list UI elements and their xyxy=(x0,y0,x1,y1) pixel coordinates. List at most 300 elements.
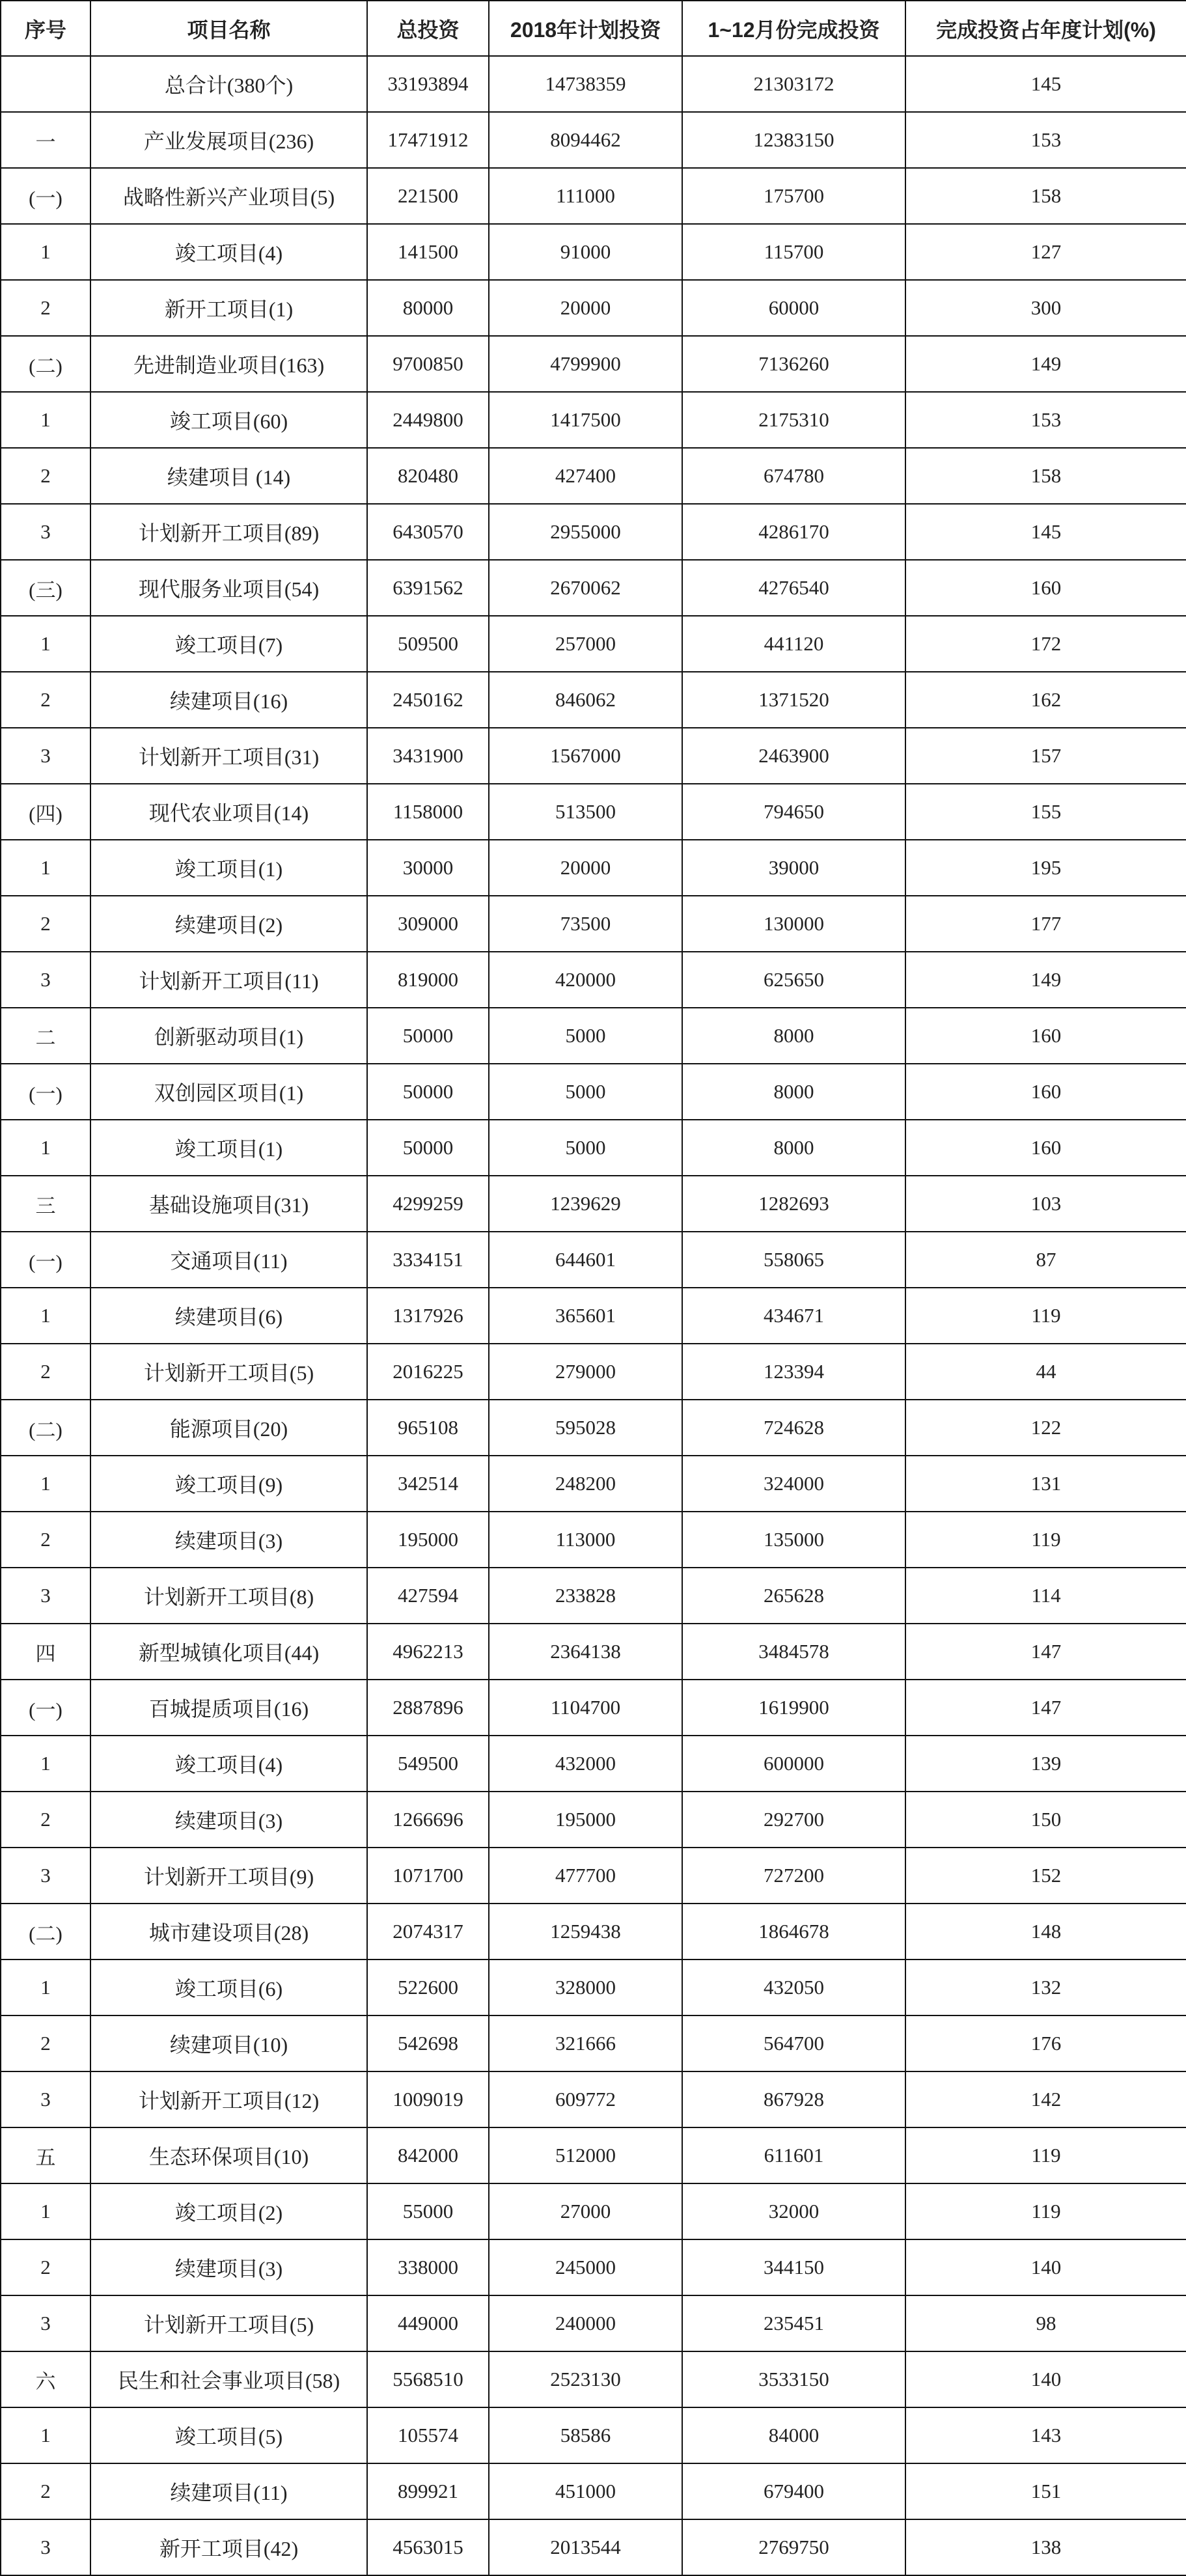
table-row xyxy=(1,56,1186,112)
cell-project-name: 百城提质项目(16) xyxy=(90,1680,367,1736)
cell-plan-2018: 1104700 xyxy=(489,1680,682,1736)
cell-total-investment: 2449800 xyxy=(367,392,489,448)
cell-completed-investment: 235451 xyxy=(682,2295,905,2351)
cell-seq: 2 xyxy=(1,1344,90,1400)
cell-total-investment: 6430570 xyxy=(367,504,489,560)
cell-total-investment: 820480 xyxy=(367,448,489,504)
cell-plan-2018: 14738359 xyxy=(489,56,682,112)
cell-seq: 三 xyxy=(1,1176,90,1232)
cell-completed-investment: 123394 xyxy=(682,1344,905,1400)
cell-project-name: 续建项目(11) xyxy=(90,2463,367,2519)
cell-completion-percent: 195 xyxy=(905,840,1186,896)
cell-completion-percent: 119 xyxy=(905,1288,1186,1344)
cell-total-investment: 30000 xyxy=(367,840,489,896)
cell-project-name: 续建项目(10) xyxy=(90,2015,367,2071)
cell-completion-percent: 155 xyxy=(905,784,1186,840)
table-row xyxy=(1,1680,1186,1736)
cell-completed-investment: 564700 xyxy=(682,2015,905,2071)
cell-seq: 1 xyxy=(1,1736,90,1792)
cell-plan-2018: 4799900 xyxy=(489,336,682,392)
cell-seq: 2 xyxy=(1,1792,90,1848)
table-row xyxy=(1,784,1186,840)
cell-project-name: 计划新开工项目(12) xyxy=(90,2071,367,2127)
table-row xyxy=(1,1792,1186,1848)
cell-seq: 六 xyxy=(1,2351,90,2407)
cell-completed-investment: 558065 xyxy=(682,1232,905,1288)
cell-completed-investment: 441120 xyxy=(682,616,905,672)
cell-project-name: 计划新开工项目(8) xyxy=(90,1568,367,1624)
cell-total-investment: 549500 xyxy=(367,1736,489,1792)
cell-seq: 1 xyxy=(1,1288,90,1344)
cell-completed-investment: 1619900 xyxy=(682,1680,905,1736)
cell-completed-investment: 7136260 xyxy=(682,336,905,392)
cell-total-investment: 4962213 xyxy=(367,1624,489,1680)
table-row xyxy=(1,2015,1186,2071)
cell-completed-investment: 12383150 xyxy=(682,112,905,168)
cell-project-name: 总合计(380个) xyxy=(90,56,367,112)
table-row xyxy=(1,336,1186,392)
cell-completed-investment: 867928 xyxy=(682,2071,905,2127)
cell-total-investment: 105574 xyxy=(367,2407,489,2463)
table-row xyxy=(1,1288,1186,1344)
table-row xyxy=(1,2071,1186,2127)
cell-completed-investment: 32000 xyxy=(682,2183,905,2239)
cell-total-investment: 50000 xyxy=(367,1064,489,1120)
cell-completion-percent: 160 xyxy=(905,1120,1186,1176)
cell-plan-2018: 245000 xyxy=(489,2239,682,2295)
cell-project-name: 创新驱动项目(1) xyxy=(90,1008,367,1064)
cell-seq xyxy=(1,56,90,112)
cell-plan-2018: 257000 xyxy=(489,616,682,672)
cell-completed-investment: 84000 xyxy=(682,2407,905,2463)
cell-total-investment: 2887896 xyxy=(367,1680,489,1736)
cell-plan-2018: 20000 xyxy=(489,840,682,896)
table-row xyxy=(1,448,1186,504)
cell-total-investment: 1009019 xyxy=(367,2071,489,2127)
cell-total-investment: 50000 xyxy=(367,1008,489,1064)
cell-total-investment: 195000 xyxy=(367,1512,489,1568)
cell-plan-2018: 2955000 xyxy=(489,504,682,560)
cell-project-name: 竣工项目(9) xyxy=(90,1456,367,1512)
cell-project-name: 民生和社会事业项目(58) xyxy=(90,2351,367,2407)
cell-plan-2018: 1417500 xyxy=(489,392,682,448)
cell-seq: 2 xyxy=(1,448,90,504)
cell-total-investment: 6391562 xyxy=(367,560,489,616)
cell-plan-2018: 248200 xyxy=(489,1456,682,1512)
cell-project-name: 计划新开工项目(11) xyxy=(90,952,367,1008)
cell-completion-percent: 114 xyxy=(905,1568,1186,1624)
cell-total-investment: 9700850 xyxy=(367,336,489,392)
cell-seq: 2 xyxy=(1,2015,90,2071)
cell-total-investment: 2074317 xyxy=(367,1904,489,1960)
cell-completion-percent: 87 xyxy=(905,1232,1186,1288)
cell-completion-percent: 160 xyxy=(905,1064,1186,1120)
cell-project-name: 竣工项目(5) xyxy=(90,2407,367,2463)
cell-plan-2018: 2364138 xyxy=(489,1624,682,1680)
cell-total-investment: 17471912 xyxy=(367,112,489,168)
cell-project-name: 双创园区项目(1) xyxy=(90,1064,367,1120)
cell-completion-percent: 140 xyxy=(905,2239,1186,2295)
cell-seq: 1 xyxy=(1,1120,90,1176)
cell-seq: 1 xyxy=(1,1456,90,1512)
table-row xyxy=(1,896,1186,952)
cell-project-name: 续建项目(3) xyxy=(90,2239,367,2295)
cell-completion-percent: 300 xyxy=(905,280,1186,336)
cell-completed-investment: 4276540 xyxy=(682,560,905,616)
cell-completion-percent: 176 xyxy=(905,2015,1186,2071)
cell-seq: 1 xyxy=(1,1960,90,2015)
cell-completed-investment: 135000 xyxy=(682,1512,905,1568)
cell-completed-investment: 21303172 xyxy=(682,56,905,112)
cell-plan-2018: 513500 xyxy=(489,784,682,840)
cell-completed-investment: 8000 xyxy=(682,1120,905,1176)
table-row xyxy=(1,560,1186,616)
cell-completion-percent: 151 xyxy=(905,2463,1186,2519)
cell-total-investment: 1317926 xyxy=(367,1288,489,1344)
cell-completed-investment: 60000 xyxy=(682,280,905,336)
cell-plan-2018: 321666 xyxy=(489,2015,682,2071)
table-row xyxy=(1,1064,1186,1120)
cell-plan-2018: 20000 xyxy=(489,280,682,336)
cell-seq: 3 xyxy=(1,952,90,1008)
cell-seq: 2 xyxy=(1,896,90,952)
cell-plan-2018: 512000 xyxy=(489,2127,682,2183)
cell-completion-percent: 172 xyxy=(905,616,1186,672)
cell-total-investment: 4299259 xyxy=(367,1176,489,1232)
cell-completed-investment: 600000 xyxy=(682,1736,905,1792)
table-row xyxy=(1,168,1186,224)
cell-completed-investment: 3533150 xyxy=(682,2351,905,2407)
cell-seq: 1 xyxy=(1,2183,90,2239)
cell-project-name: 续建项目(3) xyxy=(90,1792,367,1848)
cell-seq: 2 xyxy=(1,280,90,336)
cell-plan-2018: 432000 xyxy=(489,1736,682,1792)
cell-seq: (四) xyxy=(1,784,90,840)
cell-total-investment: 5568510 xyxy=(367,2351,489,2407)
cell-project-name: 新型城镇化项目(44) xyxy=(90,1624,367,1680)
cell-project-name: 新开工项目(1) xyxy=(90,280,367,336)
cell-project-name: 计划新开工项目(5) xyxy=(90,2295,367,2351)
header-plan-2018: 2018年计划投资 xyxy=(489,1,682,56)
cell-completion-percent: 131 xyxy=(905,1456,1186,1512)
cell-plan-2018: 1567000 xyxy=(489,728,682,784)
table-row xyxy=(1,2407,1186,2463)
cell-completed-investment: 432050 xyxy=(682,1960,905,2015)
cell-seq: 1 xyxy=(1,224,90,280)
cell-seq: (二) xyxy=(1,1400,90,1456)
table-row xyxy=(1,728,1186,784)
cell-completion-percent: 162 xyxy=(905,672,1186,728)
cell-total-investment: 509500 xyxy=(367,616,489,672)
cell-completed-investment: 39000 xyxy=(682,840,905,896)
cell-completed-investment: 727200 xyxy=(682,1848,905,1904)
table-row xyxy=(1,2295,1186,2351)
cell-plan-2018: 5000 xyxy=(489,1064,682,1120)
cell-project-name: 先进制造业项目(163) xyxy=(90,336,367,392)
cell-project-name: 基础设施项目(31) xyxy=(90,1176,367,1232)
table-row xyxy=(1,280,1186,336)
cell-completion-percent: 147 xyxy=(905,1680,1186,1736)
cell-seq: (一) xyxy=(1,1680,90,1736)
cell-seq: 五 xyxy=(1,2127,90,2183)
cell-total-investment: 342514 xyxy=(367,1456,489,1512)
table-row xyxy=(1,2351,1186,2407)
cell-total-investment: 842000 xyxy=(367,2127,489,2183)
cell-plan-2018: 609772 xyxy=(489,2071,682,2127)
cell-plan-2018: 1239629 xyxy=(489,1176,682,1232)
cell-project-name: 竣工项目(4) xyxy=(90,224,367,280)
table-row xyxy=(1,1736,1186,1792)
cell-completed-investment: 324000 xyxy=(682,1456,905,1512)
cell-project-name: 计划新开工项目(89) xyxy=(90,504,367,560)
cell-total-investment: 2450162 xyxy=(367,672,489,728)
cell-completion-percent: 127 xyxy=(905,224,1186,280)
cell-seq: (二) xyxy=(1,336,90,392)
table-row xyxy=(1,1624,1186,1680)
cell-total-investment: 33193894 xyxy=(367,56,489,112)
cell-completion-percent: 160 xyxy=(905,1008,1186,1064)
table-row xyxy=(1,2127,1186,2183)
cell-seq: 3 xyxy=(1,1848,90,1904)
cell-plan-2018: 328000 xyxy=(489,1960,682,2015)
cell-seq: 1 xyxy=(1,840,90,896)
cell-project-name: 计划新开工项目(9) xyxy=(90,1848,367,1904)
header-completion-percent: 完成投资占年度计划(%) xyxy=(905,1,1186,56)
table-row xyxy=(1,2183,1186,2239)
cell-seq: 1 xyxy=(1,392,90,448)
cell-completed-investment: 344150 xyxy=(682,2239,905,2295)
cell-completed-investment: 611601 xyxy=(682,2127,905,2183)
cell-plan-2018: 595028 xyxy=(489,1400,682,1456)
cell-total-investment: 338000 xyxy=(367,2239,489,2295)
cell-project-name: 竣工项目(2) xyxy=(90,2183,367,2239)
cell-project-name: 生态环保项目(10) xyxy=(90,2127,367,2183)
cell-plan-2018: 91000 xyxy=(489,224,682,280)
cell-completion-percent: 152 xyxy=(905,1848,1186,1904)
cell-project-name: 续建项目(2) xyxy=(90,896,367,952)
cell-completion-percent: 44 xyxy=(905,1344,1186,1400)
cell-project-name: 交通项目(11) xyxy=(90,1232,367,1288)
cell-completion-percent: 177 xyxy=(905,896,1186,952)
cell-project-name: 计划新开工项目(31) xyxy=(90,728,367,784)
cell-seq: 1 xyxy=(1,616,90,672)
cell-completion-percent: 150 xyxy=(905,1792,1186,1848)
cell-total-investment: 55000 xyxy=(367,2183,489,2239)
header-project-name: 项目名称 xyxy=(90,1,367,56)
cell-plan-2018: 1259438 xyxy=(489,1904,682,1960)
cell-project-name: 续建项目 (14) xyxy=(90,448,367,504)
header-row xyxy=(1,1,1186,56)
table-row xyxy=(1,1568,1186,1624)
header-seq: 序号 xyxy=(1,1,90,56)
cell-completed-investment: 175700 xyxy=(682,168,905,224)
cell-total-investment: 80000 xyxy=(367,280,489,336)
cell-completion-percent: 142 xyxy=(905,2071,1186,2127)
table-row xyxy=(1,392,1186,448)
cell-plan-2018: 195000 xyxy=(489,1792,682,1848)
table-row xyxy=(1,1960,1186,2015)
header-total-investment: 总投资 xyxy=(367,1,489,56)
cell-total-investment: 3334151 xyxy=(367,1232,489,1288)
table-row xyxy=(1,2519,1186,2575)
cell-completion-percent: 153 xyxy=(905,112,1186,168)
cell-project-name: 现代农业项目(14) xyxy=(90,784,367,840)
cell-plan-2018: 73500 xyxy=(489,896,682,952)
cell-project-name: 竣工项目(1) xyxy=(90,1120,367,1176)
cell-completion-percent: 140 xyxy=(905,2351,1186,2407)
cell-total-investment: 3431900 xyxy=(367,728,489,784)
cell-completion-percent: 145 xyxy=(905,56,1186,112)
cell-plan-2018: 427400 xyxy=(489,448,682,504)
cell-project-name: 竣工项目(60) xyxy=(90,392,367,448)
cell-seq: (一) xyxy=(1,1064,90,1120)
cell-plan-2018: 240000 xyxy=(489,2295,682,2351)
cell-total-investment: 542698 xyxy=(367,2015,489,2071)
cell-seq: (二) xyxy=(1,1904,90,1960)
cell-completed-investment: 679400 xyxy=(682,2463,905,2519)
cell-completed-investment: 1864678 xyxy=(682,1904,905,1960)
cell-completed-investment: 2463900 xyxy=(682,728,905,784)
cell-seq: 1 xyxy=(1,2407,90,2463)
cell-completion-percent: 138 xyxy=(905,2519,1186,2575)
cell-plan-2018: 8094462 xyxy=(489,112,682,168)
cell-seq: 四 xyxy=(1,1624,90,1680)
cell-seq: (一) xyxy=(1,168,90,224)
cell-completion-percent: 119 xyxy=(905,2183,1186,2239)
cell-project-name: 竣工项目(6) xyxy=(90,1960,367,2015)
cell-completion-percent: 147 xyxy=(905,1624,1186,1680)
table-row xyxy=(1,1456,1186,1512)
cell-plan-2018: 58586 xyxy=(489,2407,682,2463)
cell-total-investment: 819000 xyxy=(367,952,489,1008)
cell-project-name: 产业发展项目(236) xyxy=(90,112,367,168)
cell-plan-2018: 27000 xyxy=(489,2183,682,2239)
cell-completed-investment: 1371520 xyxy=(682,672,905,728)
table-row xyxy=(1,1232,1186,1288)
table-row xyxy=(1,672,1186,728)
cell-plan-2018: 279000 xyxy=(489,1344,682,1400)
cell-seq: (一) xyxy=(1,1232,90,1288)
cell-seq: 3 xyxy=(1,504,90,560)
cell-seq: 3 xyxy=(1,1568,90,1624)
cell-completion-percent: 160 xyxy=(905,560,1186,616)
cell-plan-2018: 846062 xyxy=(489,672,682,728)
cell-plan-2018: 111000 xyxy=(489,168,682,224)
cell-total-investment: 50000 xyxy=(367,1120,489,1176)
cell-total-investment: 449000 xyxy=(367,2295,489,2351)
cell-completion-percent: 103 xyxy=(905,1176,1186,1232)
cell-seq: 二 xyxy=(1,1008,90,1064)
cell-completion-percent: 148 xyxy=(905,1904,1186,1960)
cell-completed-investment: 1282693 xyxy=(682,1176,905,1232)
cell-plan-2018: 233828 xyxy=(489,1568,682,1624)
cell-completed-investment: 130000 xyxy=(682,896,905,952)
cell-completed-investment: 115700 xyxy=(682,224,905,280)
cell-completion-percent: 153 xyxy=(905,392,1186,448)
cell-seq: 3 xyxy=(1,728,90,784)
cell-completion-percent: 149 xyxy=(905,336,1186,392)
cell-completion-percent: 132 xyxy=(905,1960,1186,2015)
cell-total-investment: 1266696 xyxy=(367,1792,489,1848)
cell-project-name: 续建项目(3) xyxy=(90,1512,367,1568)
cell-completed-investment: 794650 xyxy=(682,784,905,840)
cell-project-name: 新开工项目(42) xyxy=(90,2519,367,2575)
cell-plan-2018: 5000 xyxy=(489,1120,682,1176)
cell-plan-2018: 2013544 xyxy=(489,2519,682,2575)
cell-total-investment: 522600 xyxy=(367,1960,489,2015)
cell-project-name: 竣工项目(4) xyxy=(90,1736,367,1792)
cell-total-investment: 221500 xyxy=(367,168,489,224)
cell-seq: 2 xyxy=(1,672,90,728)
table-row xyxy=(1,1512,1186,1568)
table-row xyxy=(1,504,1186,560)
cell-seq: 3 xyxy=(1,2071,90,2127)
table-row xyxy=(1,616,1186,672)
table-row xyxy=(1,2239,1186,2295)
cell-project-name: 竣工项目(7) xyxy=(90,616,367,672)
cell-seq: 3 xyxy=(1,2295,90,2351)
table-row xyxy=(1,1904,1186,1960)
table-row xyxy=(1,1344,1186,1400)
table-body xyxy=(1,56,1186,2575)
cell-completed-investment: 8000 xyxy=(682,1064,905,1120)
table-header xyxy=(1,1,1186,56)
cell-completed-investment: 4286170 xyxy=(682,504,905,560)
cell-project-name: 竣工项目(1) xyxy=(90,840,367,896)
cell-plan-2018: 477700 xyxy=(489,1848,682,1904)
table-row xyxy=(1,1008,1186,1064)
cell-total-investment: 427594 xyxy=(367,1568,489,1624)
cell-total-investment: 965108 xyxy=(367,1400,489,1456)
cell-completed-investment: 625650 xyxy=(682,952,905,1008)
cell-completion-percent: 158 xyxy=(905,168,1186,224)
table-row xyxy=(1,1848,1186,1904)
cell-completion-percent: 122 xyxy=(905,1400,1186,1456)
cell-completion-percent: 157 xyxy=(905,728,1186,784)
cell-completion-percent: 145 xyxy=(905,504,1186,560)
cell-project-name: 计划新开工项目(5) xyxy=(90,1344,367,1400)
cell-plan-2018: 365601 xyxy=(489,1288,682,1344)
table-row xyxy=(1,2463,1186,2519)
cell-completed-investment: 2175310 xyxy=(682,392,905,448)
cell-completion-percent: 119 xyxy=(905,2127,1186,2183)
cell-plan-2018: 2670062 xyxy=(489,560,682,616)
cell-plan-2018: 113000 xyxy=(489,1512,682,1568)
cell-completion-percent: 149 xyxy=(905,952,1186,1008)
cell-completed-investment: 724628 xyxy=(682,1400,905,1456)
cell-plan-2018: 451000 xyxy=(489,2463,682,2519)
cell-completed-investment: 434671 xyxy=(682,1288,905,1344)
cell-completion-percent: 139 xyxy=(905,1736,1186,1792)
cell-total-investment: 4563015 xyxy=(367,2519,489,2575)
cell-seq: 2 xyxy=(1,1512,90,1568)
cell-project-name: 城市建设项目(28) xyxy=(90,1904,367,1960)
cell-plan-2018: 5000 xyxy=(489,1008,682,1064)
table-row xyxy=(1,224,1186,280)
cell-completion-percent: 158 xyxy=(905,448,1186,504)
cell-total-investment: 899921 xyxy=(367,2463,489,2519)
cell-project-name: 现代服务业项目(54) xyxy=(90,560,367,616)
cell-total-investment: 1071700 xyxy=(367,1848,489,1904)
cell-plan-2018: 2523130 xyxy=(489,2351,682,2407)
table-row xyxy=(1,112,1186,168)
cell-seq: 2 xyxy=(1,2239,90,2295)
cell-seq: 2 xyxy=(1,2463,90,2519)
cell-completion-percent: 143 xyxy=(905,2407,1186,2463)
cell-completed-investment: 2769750 xyxy=(682,2519,905,2575)
table-row xyxy=(1,952,1186,1008)
cell-project-name: 战略性新兴产业项目(5) xyxy=(90,168,367,224)
